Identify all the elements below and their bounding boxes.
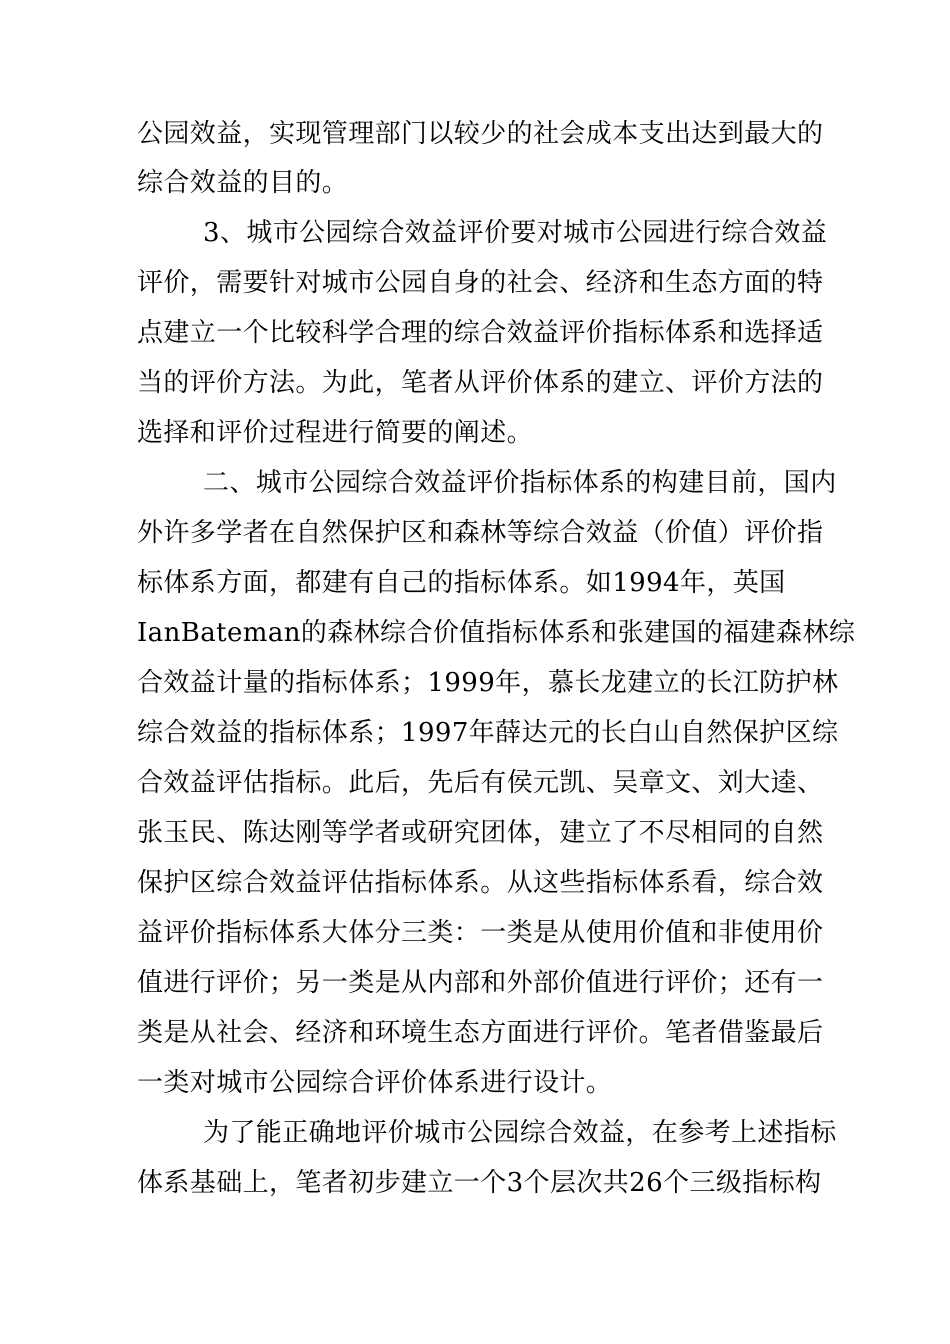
text-line-2: 综合效益的目的。 <box>137 168 349 198</box>
text-line-3: 3、城市公园综合效益评价要对城市公园进行综合效益 <box>203 218 828 248</box>
text-line-21: 为了能正确地评价城市公园综合效益，在参考上述指标 <box>203 1118 837 1148</box>
text-line-20: 一类对城市公园综合评价体系进行设计。 <box>137 1068 613 1098</box>
text-line-7: 选择和评价过程进行简要的阐述。 <box>137 418 534 448</box>
text-line-11: IanBateman的森林综合价值指标体系和张建国的福建森林综 <box>137 618 856 648</box>
text-line-16: 保护区综合效益评估指标体系。从这些指标体系看，综合效 <box>137 868 824 898</box>
text-line-15: 张玉民、陈达刚等学者或研究团体，建立了不尽相同的自然 <box>137 818 824 848</box>
text-line-22: 体系基础上，笔者初步建立一个3个层次共26个三级指标构 <box>137 1168 822 1198</box>
text-line-4: 评价，需要针对城市公园自身的社会、经济和生态方面的特 <box>137 268 824 298</box>
text-line-17: 益评价指标体系大体分三类：一类是从使用价值和非使用价 <box>137 918 824 948</box>
text-line-1: 公园效益，实现管理部门以较少的社会成本支出达到最大的 <box>137 119 824 149</box>
text-line-9: 外许多学者在自然保护区和森林等综合效益（价值）评价指 <box>137 518 824 548</box>
text-line-8: 二、城市公园综合效益评价指标体系的构建目前，国内 <box>203 468 837 498</box>
text-line-5: 点建立一个比较科学合理的综合效益评价指标体系和选择适 <box>137 318 824 348</box>
text-line-13: 综合效益的指标体系；1997年薛达元的长白山自然保护区综 <box>137 718 839 748</box>
text-line-12: 合效益计量的指标体系；1999年，慕长龙建立的长江防护林 <box>137 668 839 698</box>
text-line-14: 合效益评估指标。此后，先后有侯元凯、吴章文、刘大逵、 <box>137 768 824 798</box>
text-line-19: 类是从社会、经济和环境生态方面进行评价。笔者借鉴最后 <box>137 1018 824 1048</box>
text-line-18: 值进行评价；另一类是从内部和外部价值进行评价；还有一 <box>137 968 824 998</box>
text-line-10: 标体系方面，都建有自己的指标体系。如1994年，英国 <box>137 568 786 598</box>
text-line-6: 当的评价方法。为此，笔者从评价体系的建立、评价方法的 <box>137 368 824 398</box>
